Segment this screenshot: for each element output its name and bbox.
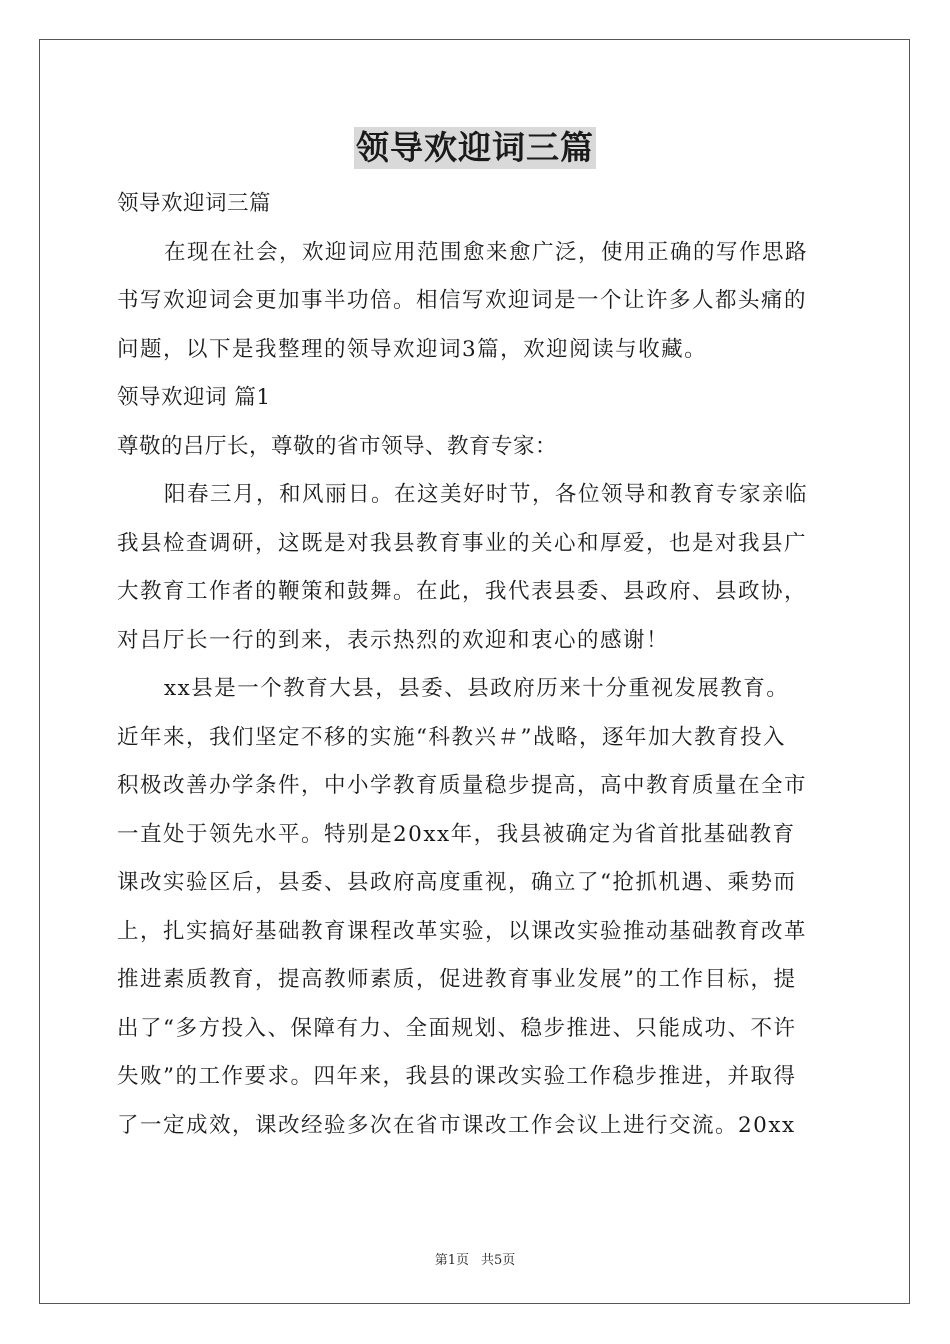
text-line: 尊敬的吕厅长，尊敬的省市领导、教育专家： <box>117 433 558 459</box>
text-line: 阳春三月，和风丽日。在这美好时节，各位领导和教育专家亲临 <box>164 482 809 507</box>
text-line: 积极改善办学条件，中小学教育质量稳步提高，高中教育质量在全市 <box>117 773 808 798</box>
text-line: 失败”的工作要求。四年来，我县的课改实验工作稳步推进，并取得 <box>117 1064 797 1089</box>
page-footer <box>0 1249 950 1268</box>
text-line: 出了“多方投入、保障有力、全面规划、稳步推进、只能成功、不许 <box>117 1015 797 1041</box>
text-line: 课改实验区后，县委、县政府高度重视，确立了“抢抓机遇、乘势而 <box>117 870 797 895</box>
text-line: 大教育工作者的鞭策和鼓舞。在此，我代表县委、县政府、县政协， <box>117 579 808 604</box>
document-title: 领导欢迎词三篇 <box>356 128 594 167</box>
text-line: 问题，以下是我整理的领导欢迎词3篇，欢迎阅读与收藏。 <box>117 336 708 362</box>
text-line: 我县检查调研，这既是对我县教育事业的关心和厚爱，也是对我县广 <box>117 530 808 556</box>
text-line: 近年来，我们坚定不移的实施“科教兴＃”战略，逐年加大教育投入 <box>117 724 786 750</box>
page-number-total: 共5页 <box>481 1253 516 1268</box>
text-line: xx县是一个教育大县，县委、县政府历来十分重视发展教育。 <box>164 676 790 701</box>
title-container <box>0 127 950 169</box>
document-body <box>117 180 837 1150</box>
text-line: 在现在社会，欢迎词应用范围愈来愈广泛，使用正确的写作思路 <box>164 239 809 265</box>
text-line: 一直处于领先水平。特别是20xx年，我县被确定为省首批基础教育 <box>117 821 796 847</box>
text-line: 推进素质教育，提高教师素质，促进教育事业发展”的工作目标，提 <box>117 967 797 992</box>
page-number-current: 第1页 <box>434 1253 469 1268</box>
text-line: 了一定成效，课改经验多次在省市课改工作会议上进行交流。20xx <box>117 1112 796 1138</box>
text-line: 领导欢迎词三篇 <box>117 191 272 216</box>
text-line: 领导欢迎词 篇1 <box>117 385 271 410</box>
text-line: 书写欢迎词会更加事半功倍。相信写欢迎词是一个让许多人都头痛的 <box>117 288 808 313</box>
text-line: 上，扎实搞好基础教育课程改革实验，以课改实验推动基础教育改革 <box>117 918 808 944</box>
text-line: 对吕厅长一行的到来，表示热烈的欢迎和衷心的感谢！ <box>117 627 670 653</box>
